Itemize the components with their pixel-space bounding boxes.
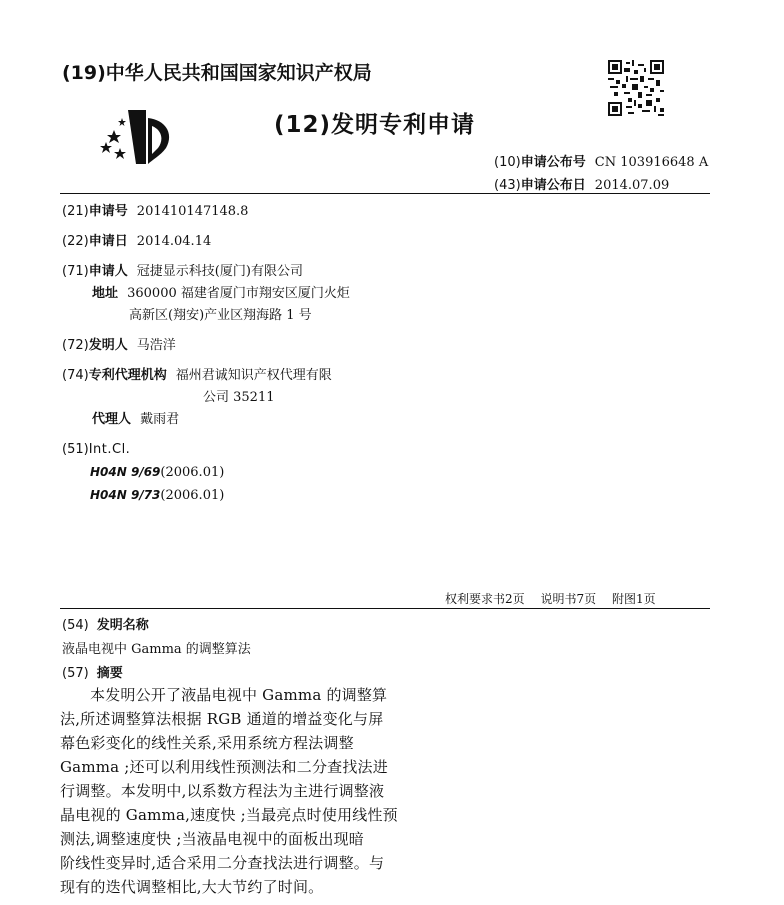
issuing-authority: (19)中华人民共和国国家知识产权局 [62, 62, 372, 84]
abstract-line: 幕色彩变化的线性关系,采用系统方程法调整 [60, 734, 354, 752]
application-number: 201410147148.8 [136, 204, 249, 219]
invention-title-heading: (54) 发明名称 [62, 618, 149, 633]
abstract-line: 现有的迭代调整相比,大大节约了时间。 [60, 878, 324, 896]
pub-no-label: 申请公布号 [520, 155, 586, 170]
pub-date-code: (43) [494, 178, 521, 193]
pub-date-label: 申请公布日 [520, 178, 586, 193]
pub-date-value: 2014.07.09 [594, 178, 670, 193]
claims-pages: 权利要求书2页 [445, 592, 525, 606]
agency-line-2: 公司 35211 [203, 390, 275, 405]
abstract-line: 行调整。本发明中,以系数方程法为主进行调整液 [60, 782, 385, 800]
document-type: (12)发明专利申请 [274, 112, 476, 138]
drawings-pages: 附图1页 [611, 592, 656, 606]
publication-date-row [494, 174, 669, 193]
qr-code [608, 60, 664, 116]
applicant-row: (71)申请人 冠捷显示科技(厦门)有限公司 [62, 264, 303, 279]
applicant-name: 冠捷显示科技(厦门)有限公司 [136, 264, 303, 279]
address-line-2: 高新区(翔安)产业区翔海路 1 号 [129, 308, 312, 323]
abstract-line: 测法,调整速度快 ;当液晶电视中的面板出现暗 [60, 830, 364, 848]
abstract-line: 阶线性变异时,适合采用二分查找法进行调整。与 [60, 854, 385, 872]
application-number-row: (21)申请号 201410147148.8 [62, 204, 249, 219]
int-cl-item: H04N 9/69(2006.01) [90, 465, 225, 480]
divider-top [60, 193, 710, 194]
application-date-row: (22)申请日 2014.04.14 [62, 234, 212, 249]
publication-number-row [494, 151, 708, 170]
address-row: 地址 360000 福建省厦门市翔安区厦门火炬 [92, 286, 350, 301]
pub-no-code: (10) [494, 155, 521, 170]
abstract-line: 法,所述调整算法根据 RGB 通道的增益变化与屏 [60, 710, 384, 728]
agency-row: (74)专利代理机构 福州君诚知识产权代理有限 [62, 368, 332, 383]
int-cl-row: (51)Int.Cl. [62, 442, 131, 457]
abstract-heading: (57) 摘要 [62, 666, 123, 681]
abstract-line: 晶电视的 Gamma,速度快 ;当最亮点时使用线性预 [60, 806, 398, 824]
address-line-1: 360000 福建省厦门市翔安区厦门火炬 [127, 286, 350, 301]
agent-name: 戴雨君 [140, 412, 180, 427]
divider-bottom [60, 608, 710, 609]
abstract-line: Gamma ;还可以利用线性预测法和二分查找法进 [60, 758, 388, 776]
agency-line-1: 福州君诚知识产权代理有限 [175, 368, 332, 383]
description-pages: 说明书7页 [540, 592, 597, 606]
application-date: 2014.04.14 [136, 234, 212, 249]
page-counts [445, 590, 656, 607]
abstract-line: 本发明公开了液晶电视中 Gamma 的调整算 [90, 686, 388, 704]
inventor-name: 马浩洋 [136, 338, 176, 353]
invention-title: 液晶电视中 Gamma 的调整算法 [62, 642, 251, 657]
cnipa-emblem-icon [100, 108, 180, 168]
agent-row: 代理人 戴雨君 [92, 412, 180, 427]
int-cl-item: H04N 9/73(2006.01) [90, 488, 225, 503]
pub-no-value: CN 103916648 A [594, 155, 709, 170]
inventor-row: (72)发明人 马浩洋 [62, 338, 176, 353]
